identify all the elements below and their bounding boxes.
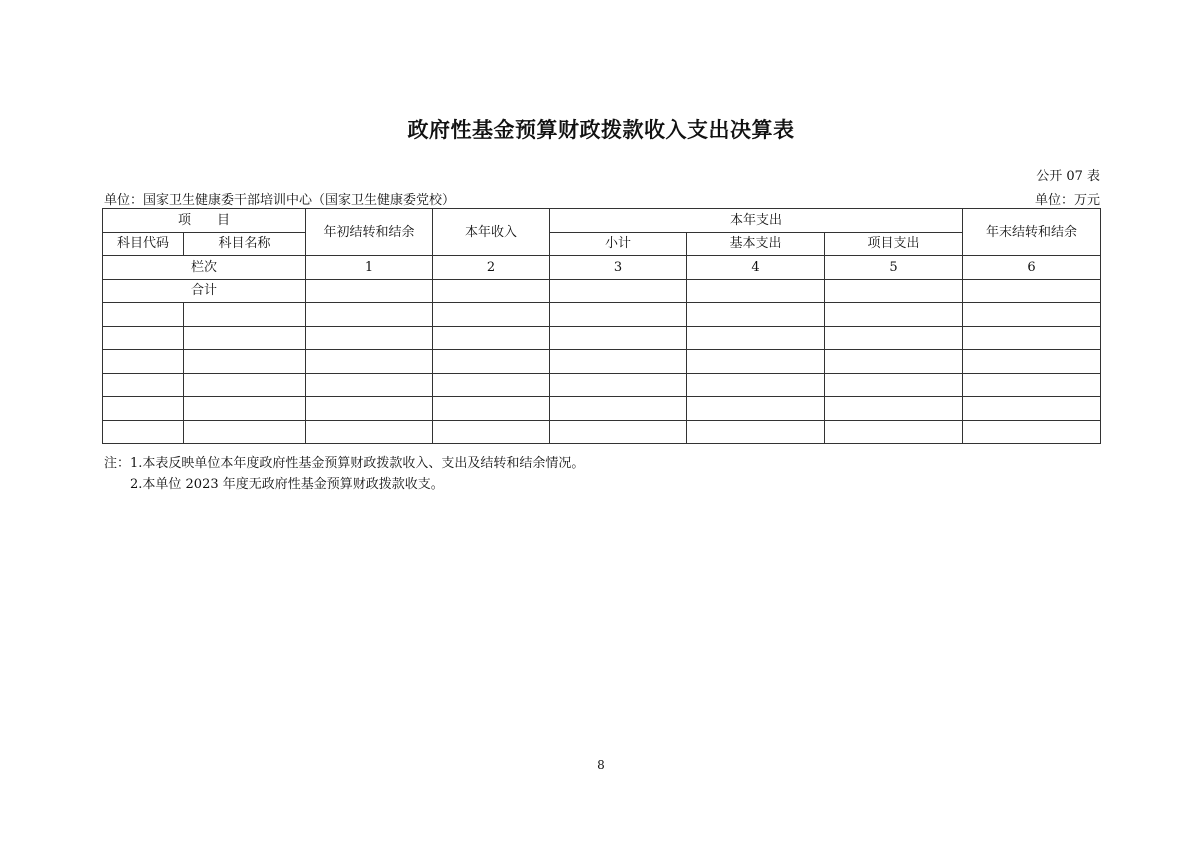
table-row [103,397,1101,421]
table-row [103,420,1101,444]
table-cell [433,420,550,444]
header-subtotal: 小计 [550,232,687,256]
table-cell [433,303,550,327]
table-cell [963,303,1101,327]
header-item: 项 目 [103,209,306,233]
unit-currency: 单位：万元 [1034,193,1100,208]
table-cell [103,397,184,421]
column-num: 3 [550,256,687,280]
table-cell [963,420,1101,444]
total-row [103,279,1101,303]
table-row [103,350,1101,374]
table-cell [825,326,963,350]
table-cell [103,350,184,374]
table-cell [184,326,306,350]
table-cell [306,350,433,374]
table-cell [184,350,306,374]
table-cell [306,279,433,303]
table-cell [550,326,687,350]
table-cell [687,303,825,327]
table-cell [550,420,687,444]
table-cell [687,326,825,350]
note-2: 2.本单位 2023 年度无政府性基金预算财政拨款收支。 [130,477,444,492]
table-cell [825,350,963,374]
table-cell [963,326,1101,350]
table-cell [433,326,550,350]
header-row-1 [103,209,1101,233]
table-cell [963,397,1101,421]
column-num: 5 [825,256,963,280]
table-cell [963,373,1101,397]
header-expense: 本年支出 [550,209,963,233]
page-number: 8 [597,758,605,772]
table-cell [103,303,184,327]
column-num: 2 [433,256,550,280]
table-cell [687,350,825,374]
header-name: 科目名称 [184,232,306,256]
total-label: 合计 [103,279,306,303]
table-row [103,373,1101,397]
header-project: 项目支出 [825,232,963,256]
table-cell [184,373,306,397]
table-cell [184,420,306,444]
table-cell [687,279,825,303]
table-cell [306,373,433,397]
note-1: 注：1.本表反映单位本年度政府性基金预算财政拨款收入、支出及结转和结余情况。 [104,456,585,471]
column-num: 1 [306,256,433,280]
header-code: 科目代码 [103,232,184,256]
header-row-2 [103,232,1101,256]
header-basic: 基本支出 [687,232,825,256]
table-cell [184,397,306,421]
table-cell [963,350,1101,374]
column-num: 6 [963,256,1101,280]
table-cell [825,397,963,421]
form-number: 公开 07 表 [1036,169,1100,184]
table-cell [825,373,963,397]
table-cell [306,303,433,327]
table-cell [687,373,825,397]
table-cell [550,279,687,303]
table-cell [825,420,963,444]
table-cell [687,420,825,444]
table-row [103,303,1101,327]
budget-table [102,208,1101,444]
table-cell [306,397,433,421]
column-number-row [103,256,1101,280]
table-cell [306,326,433,350]
column-num: 4 [687,256,825,280]
header-income: 本年收入 [433,209,550,256]
table-row [103,326,1101,350]
unit-organization: 单位：国家卫生健康委干部培训中心（国家卫生健康委党校） [104,193,456,208]
header-end-balance: 年末结转和结余 [963,209,1101,256]
table-cell [433,397,550,421]
page-title: 政府性基金预算财政拨款收入支出决算表 [407,117,795,142]
table-cell [103,373,184,397]
table-cell [433,279,550,303]
table-cell [550,373,687,397]
table-cell [825,279,963,303]
column-row-label: 栏次 [103,256,306,280]
table-cell [433,373,550,397]
table-cell [433,350,550,374]
table-cell [550,303,687,327]
table-cell [306,420,433,444]
table-cell [963,279,1101,303]
table-cell [687,397,825,421]
table-cell [103,326,184,350]
table-cell [184,303,306,327]
table-cell [550,397,687,421]
table-cell [825,303,963,327]
table-cell [550,350,687,374]
header-begin-balance: 年初结转和结余 [306,209,433,256]
table-cell [103,420,184,444]
